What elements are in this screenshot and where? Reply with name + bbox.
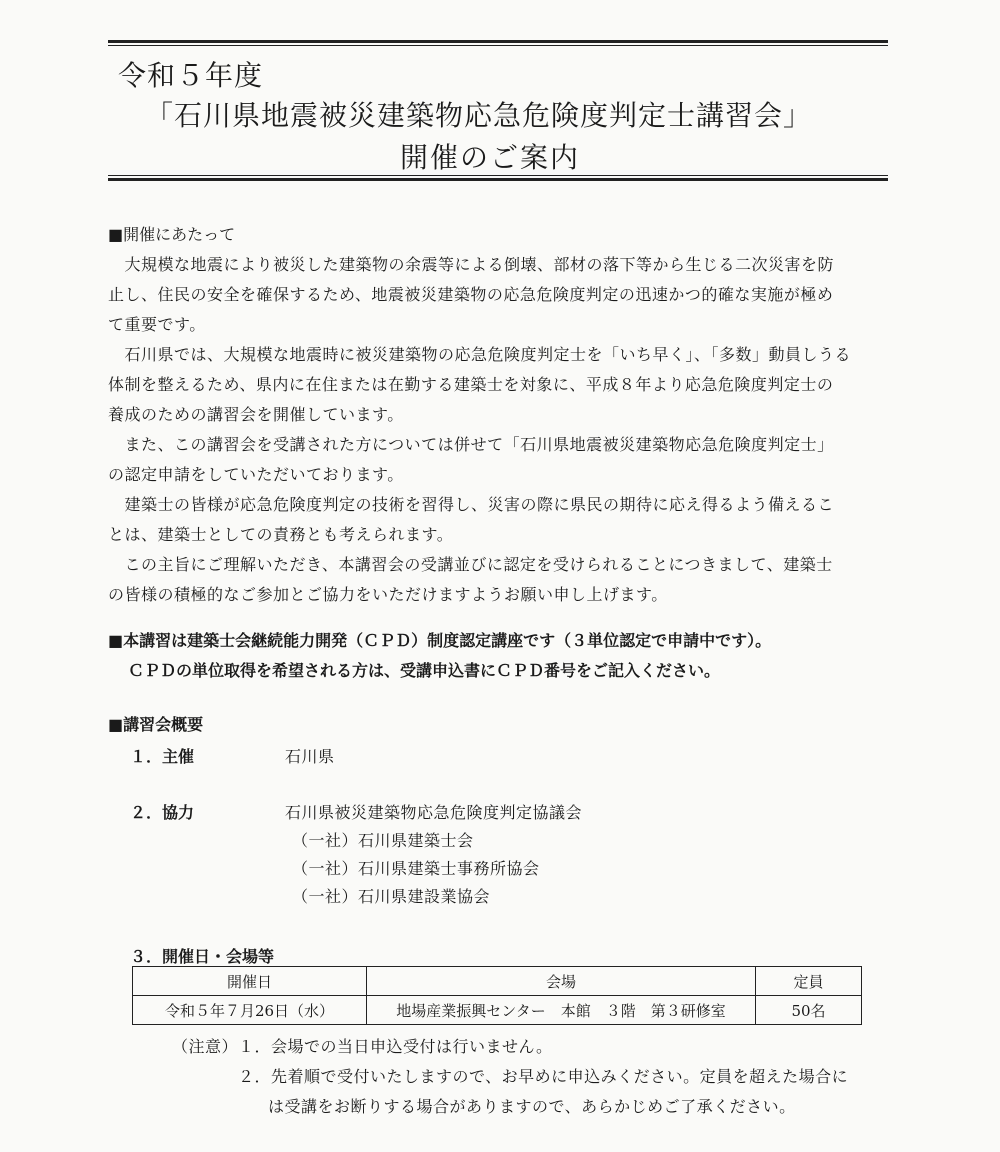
venue-label: ３．開催日・会場等 xyxy=(130,947,275,966)
host-label: １．主催 xyxy=(130,747,195,766)
table-cell-capacity: 50名 xyxy=(756,996,862,1025)
cooperation-org: 石川県被災建築物応急危険度判定協議会 xyxy=(285,803,583,822)
title-course-name: 「石川県地震被災建築物応急危険度判定士講習会」 xyxy=(145,99,813,132)
intro-line: の認定申請をしていただいております。 xyxy=(108,465,404,484)
bottom-rule-thin xyxy=(108,175,888,176)
note-item: は受講をお断りする場合がありますので、あらかじめご了承ください。 xyxy=(268,1097,796,1116)
intro-line: この主旨にご理解いただき、本講習会の受講並びに認定を受けられることにつきまして、建築士 xyxy=(108,555,833,574)
intro-line: て重要です。 xyxy=(108,315,206,334)
table-header-venue: 会場 xyxy=(367,967,756,996)
note-item: １．会場での当日申込受付は行いません。 xyxy=(238,1037,553,1056)
intro-line: 養成のための講習会を開催しています。 xyxy=(108,405,404,424)
top-rule-thin xyxy=(108,45,888,46)
intro-line: とは、建築士としての責務とも考えられます。 xyxy=(108,525,454,544)
bottom-rule-thick xyxy=(108,178,888,181)
intro-line: 石川県では、大規模な地震時に被災建築物の応急危険度判定士を「いち早く」、「多数」動員しうる xyxy=(108,345,852,364)
cooperation-label: ２．協力 xyxy=(130,803,195,822)
notes-label: （注意） xyxy=(172,1037,239,1056)
intro-line: 大規模な地震により被災した建築物の余震等による倒壊、部材の落下等から生じる二次災害を防 xyxy=(108,255,835,274)
intro-line: の皆様の積極的なご参加とご協力をいただけますようお願い申し上げます。 xyxy=(108,585,668,604)
intro-line: 体制を整えるため、県内に在住または在勤する建築士を対象に、平成８年より応急危険度判定士の xyxy=(108,375,834,394)
intro-line: 建築士の皆様が応急危険度判定の技術を習得し、災害の際に県民の期待に応え得るよう備えるこ xyxy=(108,495,835,514)
table-cell-date: 令和５年７月26日（水） xyxy=(133,996,367,1025)
host-value: 石川県 xyxy=(285,747,335,766)
table-cell-venue: 地場産業振興センター 本館 ３階 第３研修室 xyxy=(367,996,756,1025)
cooperation-org: （一社）石川県建築士事務所協会 xyxy=(292,859,540,878)
cooperation-org: （一社）石川県建築士会 xyxy=(292,831,474,850)
top-rule-thick xyxy=(108,40,888,43)
intro-line: また、この講習会を受講された方については併せて「石川県地震被災建築物応急危険度判定士」 xyxy=(108,435,834,454)
cpd-notice: ■本講習は建築士会継続能力開発（ＣＰＤ）制度認定講座です（３単位認定で申請中です）。 xyxy=(108,631,772,650)
table-header-date: 開催日 xyxy=(133,967,367,996)
intro-line: 止し、住民の安全を確保するため、地震被災建築物の応急危険度判定の迅速かつ的確な実施が極め xyxy=(108,285,834,304)
intro-heading: ■開催にあたって xyxy=(108,225,236,244)
cpd-instruction: ＣＰＤの単位取得を希望される方は、受講申込書にＣＰＤ番号をご記入ください。 xyxy=(128,661,721,680)
table-header-capacity: 定員 xyxy=(756,967,862,996)
title-announcement: 開催のご案内 xyxy=(400,141,581,174)
overview-heading: ■講習会概要 xyxy=(108,715,204,734)
table-row xyxy=(133,996,862,1025)
venue-table xyxy=(132,966,862,1025)
note-item: ２．先着順で受付いたしますので、お早めに申込みください。定員を超えた場合に xyxy=(238,1067,849,1086)
cooperation-org: （一社）石川県建設業協会 xyxy=(292,887,491,906)
table-header-row xyxy=(133,967,862,996)
title-fiscal-year: 令和５年度 xyxy=(118,59,264,92)
